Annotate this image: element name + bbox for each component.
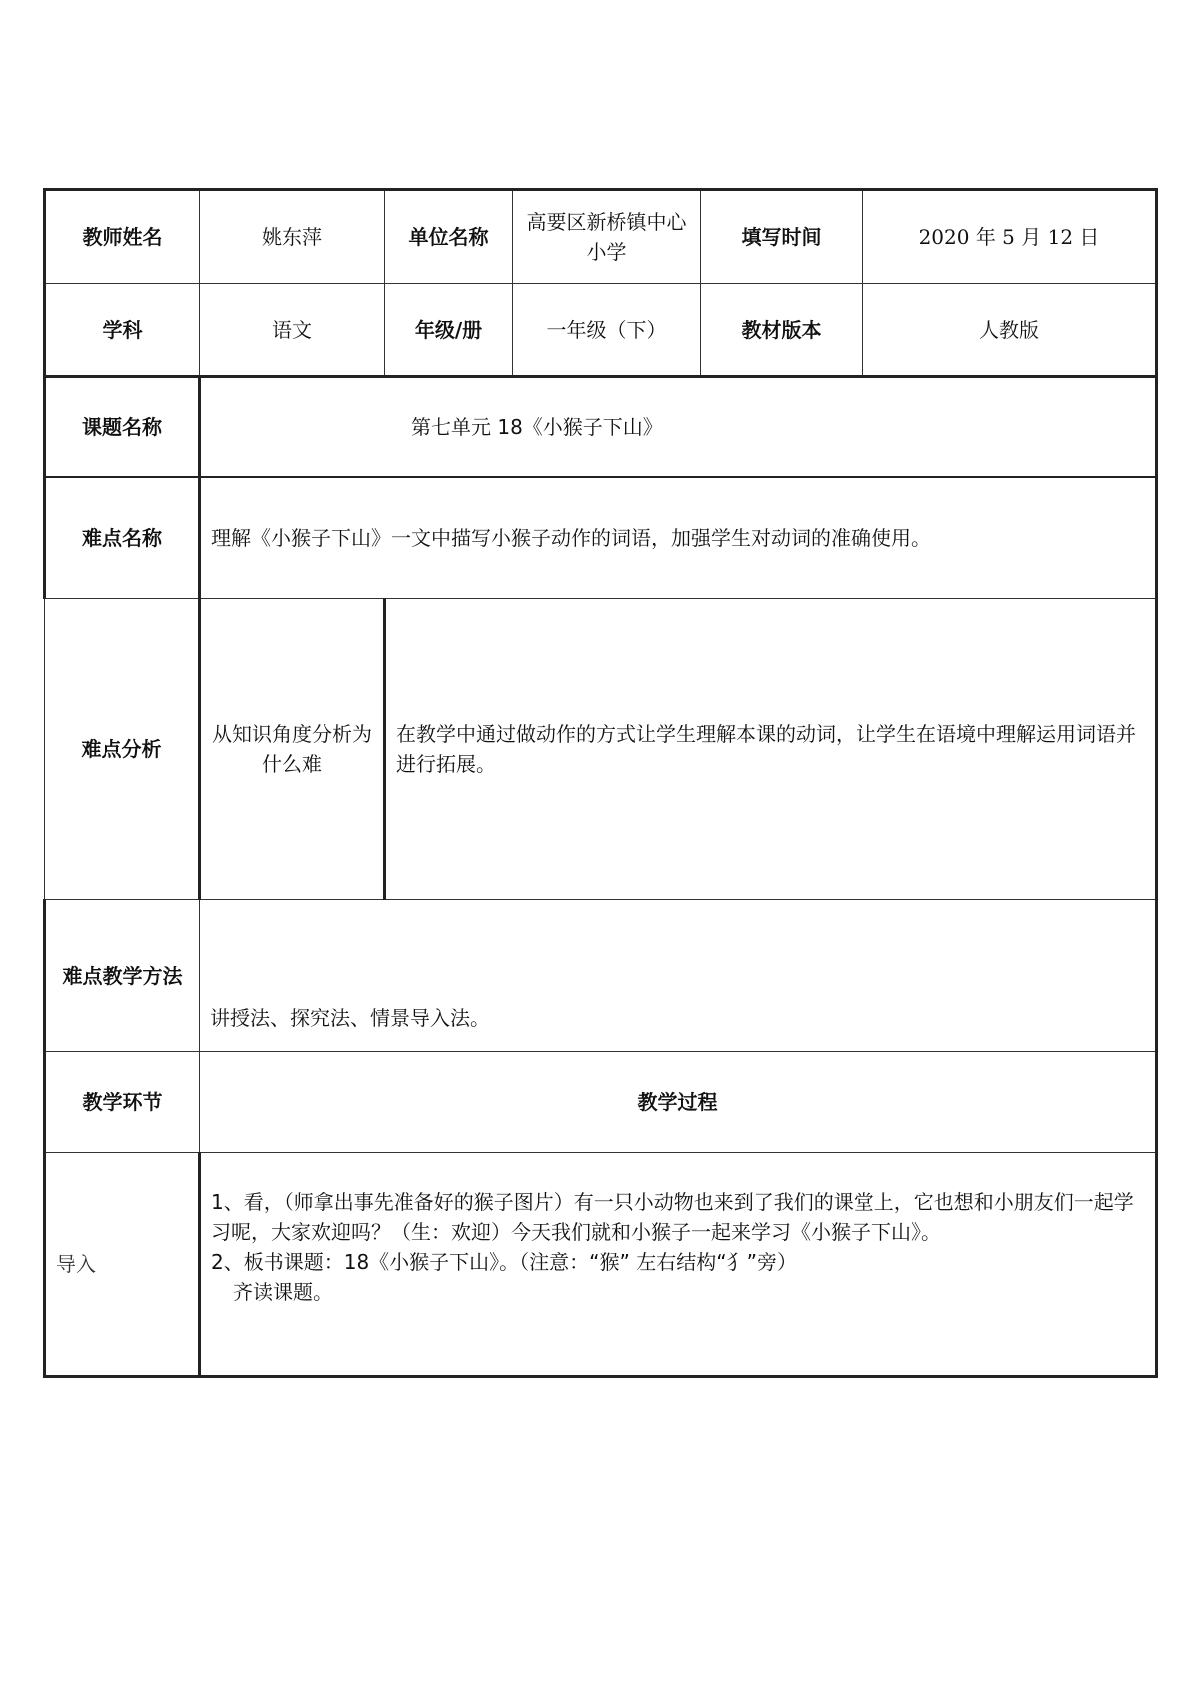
unit-name-label: 单位名称 [385,190,513,284]
edition-value: 人教版 [863,284,1157,377]
analysis-value: 在教学中通过做动作的方式让学生理解本课的动词，让学生在语境中理解运用词语并进行拓展。 [385,599,1157,900]
unit-name-value: 高要区新桥镇中心小学 [513,190,701,284]
grade-label: 年级/册 [385,284,513,377]
subject-label: 学科 [45,284,200,377]
process-label: 教学过程 [200,1052,1157,1153]
lesson-plan-table [43,188,1158,1378]
fill-date-label: 填写时间 [701,190,863,284]
subject-info-row [45,284,1157,377]
difficulty-value: 理解《小猴子下山》一文中描写小猴子动作的词语，加强学生对动词的准确使用。 [200,477,1157,599]
topic-row [45,377,1157,478]
phase-label: 教学环节 [45,1052,200,1153]
teacher-name-value: 姚东萍 [200,190,385,284]
fill-date-value: 2020 年 5 月 12 日 [863,190,1157,284]
difficulty-label: 难点名称 [45,477,200,599]
edition-label: 教材版本 [701,284,863,377]
intro-line-3: 齐读课题。 [233,1280,333,1304]
intro-content [200,1153,1157,1377]
teacher-info-row [45,190,1157,284]
grade-value: 一年级（下） [513,284,701,377]
method-row [45,900,1157,1052]
intro-label: 导入 [45,1153,200,1377]
analysis-label: 难点分析 [45,599,200,900]
process-header-row [45,1052,1157,1153]
teacher-name-label: 教师姓名 [45,190,200,284]
difficulty-row [45,477,1157,599]
method-value: 讲授法、探究法、情景导入法。 [200,900,1157,1052]
topic-label: 课题名称 [45,377,200,478]
topic-value: 第七单元 18《小猴子下山》 [200,377,1157,478]
method-label: 难点教学方法 [45,900,200,1052]
intro-line-1: 1、看，（师拿出事先准备好的猴子图片）有一只小动物也来到了我们的课堂上，它也想和小朋友们一起学习呢，大家欢迎吗？（生：欢迎）今天我们就和小猴子一起来学习《小猴子下山》。 [211,1190,1134,1244]
intro-line-2: 2、板书课题：18《小猴子下山》。（注意：“猴” 左右结构“犭”旁） [211,1250,797,1274]
subject-value: 语文 [200,284,385,377]
intro-row [45,1153,1157,1377]
analysis-sub-label: 从知识角度分析为什么难 [200,599,385,900]
analysis-row [45,599,1157,900]
